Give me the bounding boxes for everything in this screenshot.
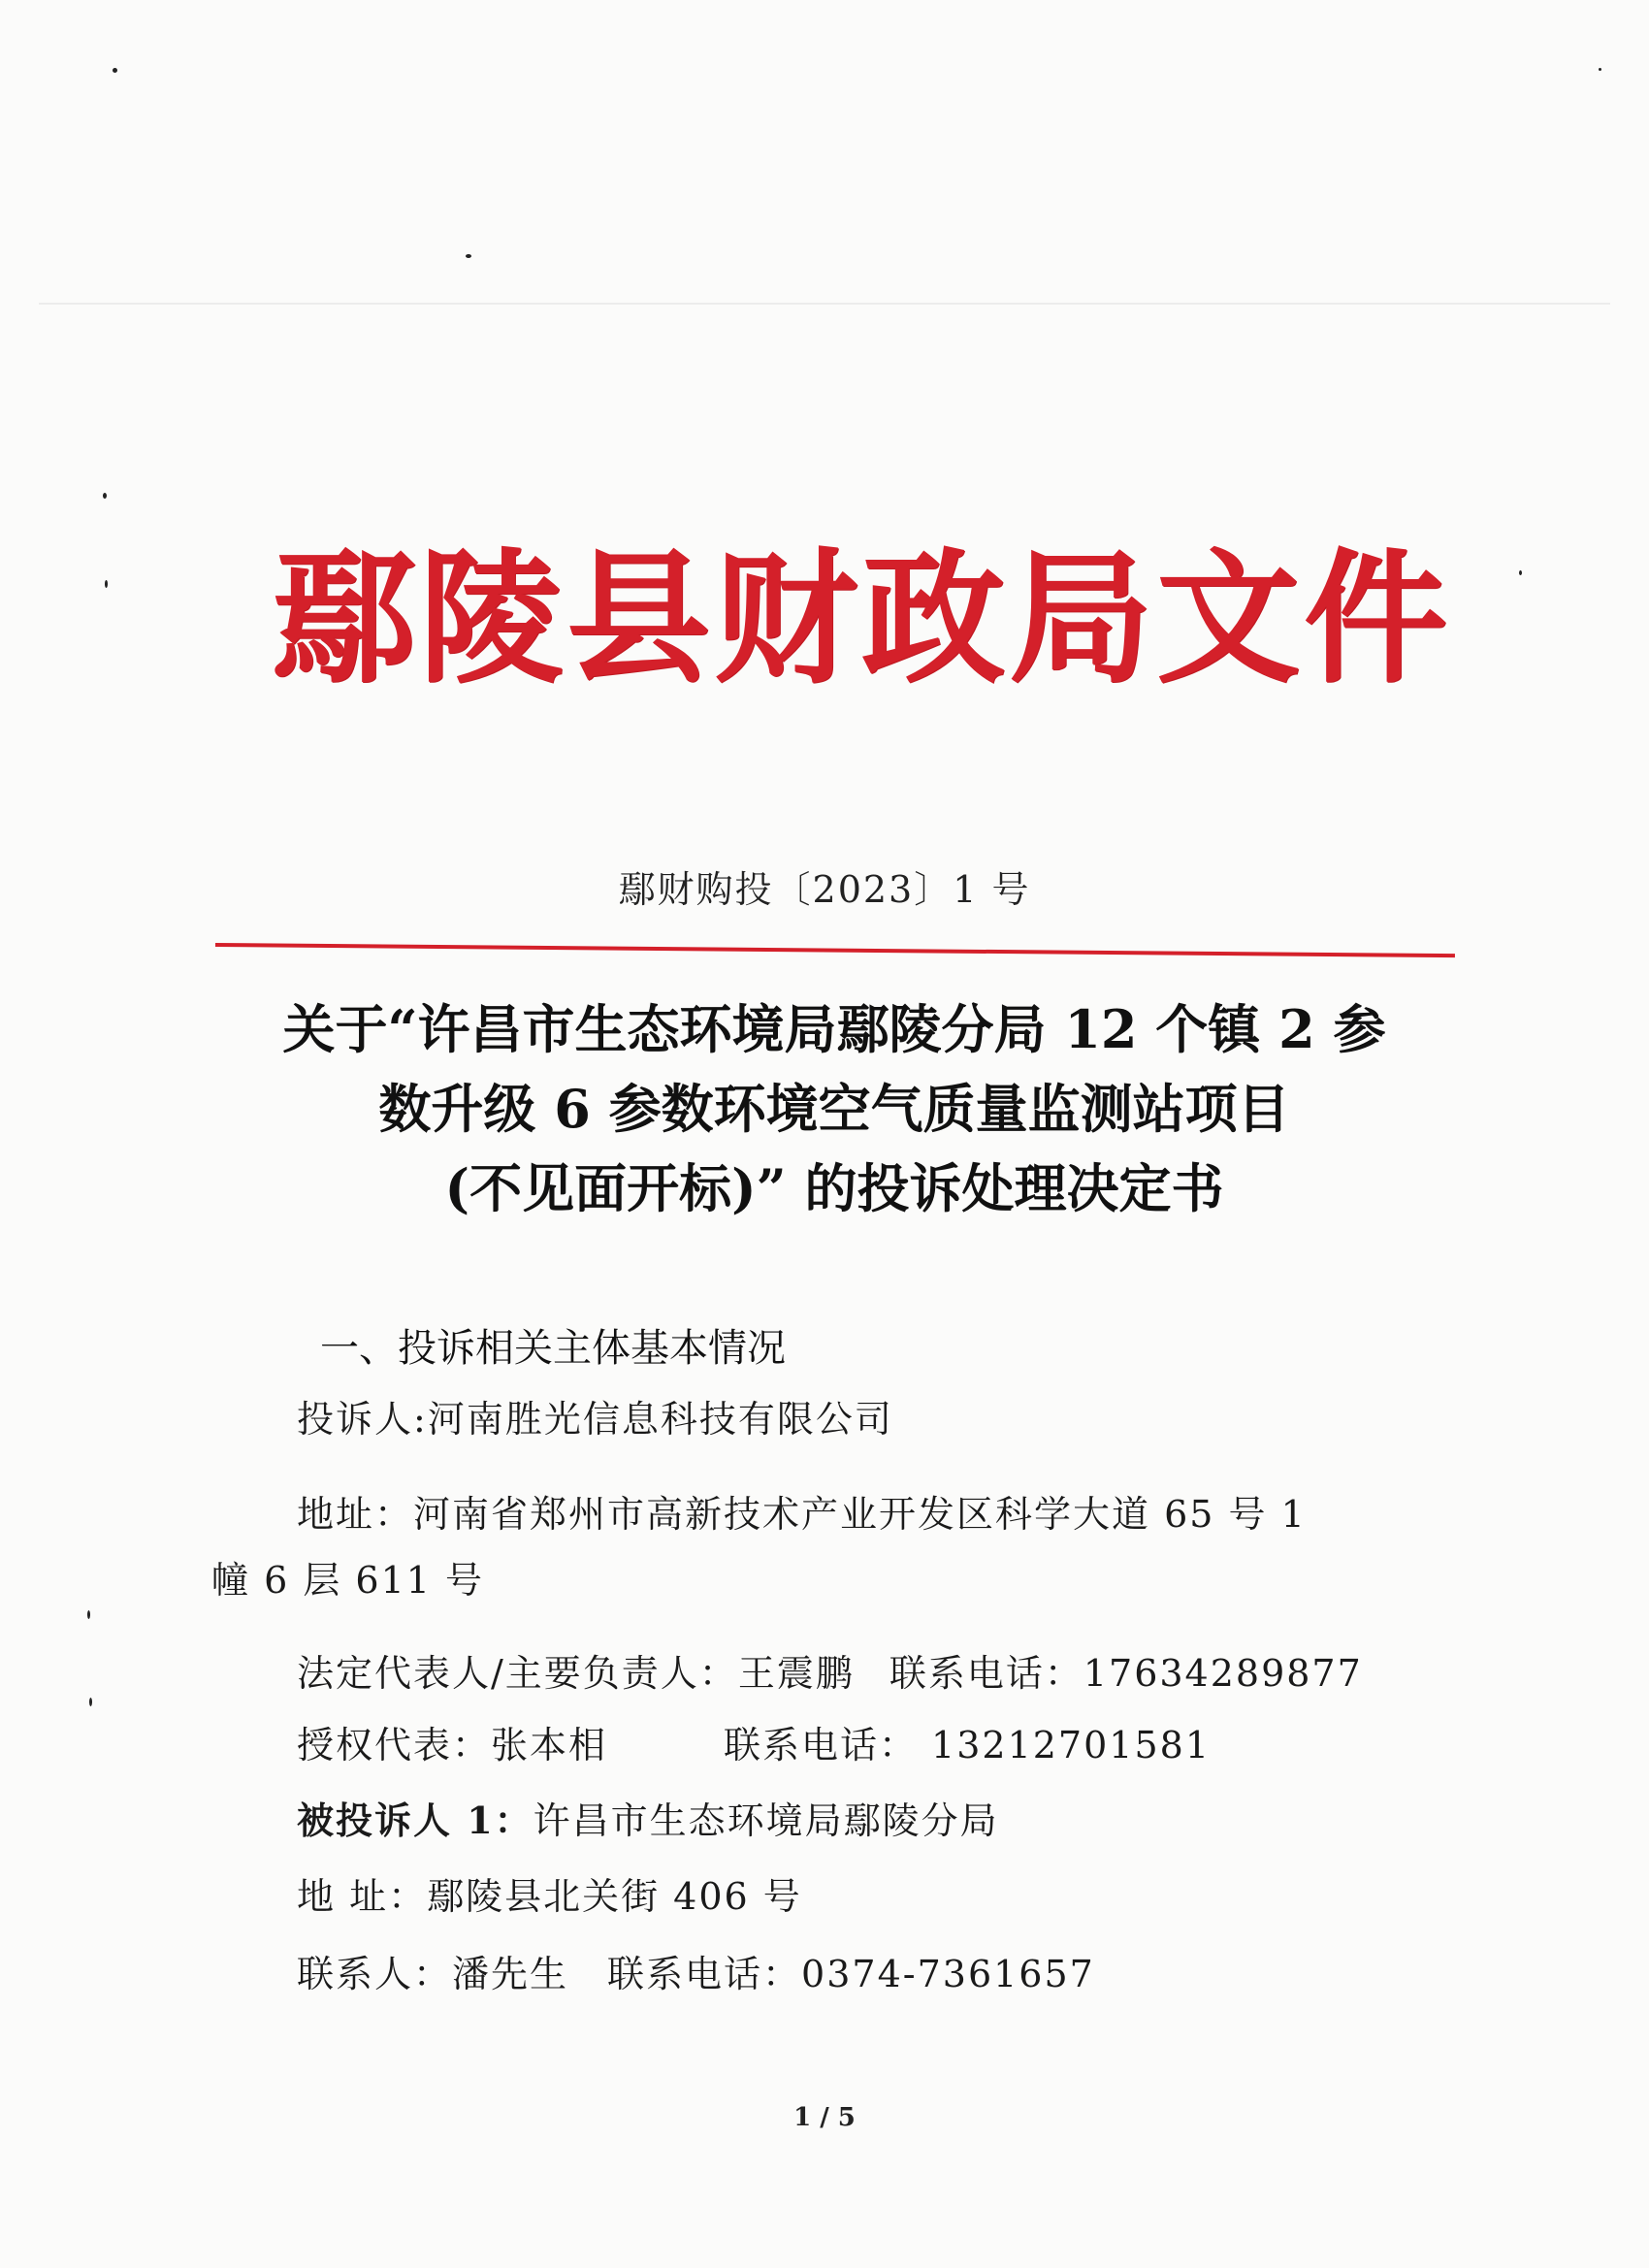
respondent-line (297, 1791, 999, 1844)
scan-speck (103, 493, 107, 499)
respondent-address-label: 地 址： (297, 1875, 428, 1918)
legal-rep-phone-label: 联系电话： (889, 1652, 1083, 1695)
legal-rep-line (297, 1643, 1363, 1697)
agent-line (297, 1715, 1211, 1768)
scan-speck (466, 254, 471, 258)
page-number: 1 / 5 (793, 2103, 856, 2132)
document-title-line: (不见面开标)” 的投诉处理决定书 (444, 1157, 1224, 1219)
section-heading: 一、投诉相关主体基本情况 (320, 1326, 786, 1371)
document-title-line: 数升级 6 参数环境空气质量监测站项目 (378, 1078, 1290, 1140)
scan-speck (1599, 68, 1601, 71)
scan-speck (113, 68, 117, 73)
scan-speck (105, 580, 108, 588)
contact-phone-label: 联系电话： (607, 1953, 802, 1995)
legal-rep-label: 法定代表人/主要负责人： (297, 1652, 738, 1695)
contact-label: 联系人： (297, 1953, 453, 1995)
legal-rep-value: 王震鹏 (737, 1652, 855, 1695)
agent-value: 张本相 (491, 1724, 608, 1766)
document-number: 鄢财购投〔2023〕1 号 (618, 868, 1031, 911)
agent-label: 授权代表： (297, 1724, 492, 1766)
document-title (194, 989, 1474, 1228)
contact-value: 潘先生 (452, 1953, 569, 1995)
complainant-address-line (297, 1484, 1307, 1538)
letterhead-title: 鄢陵县财政局文件 (272, 534, 1451, 702)
complainant-address-continuation (211, 1550, 484, 1604)
complainant-label: 投诉人: (297, 1398, 428, 1441)
respondent-address-line (297, 1866, 802, 1920)
respondent-value: 许昌市生态环境局鄢陵分局 (533, 1799, 999, 1842)
address-value: 河南省郑州市高新技术产业开发区科学大道 65 号 1 (413, 1493, 1307, 1536)
agent-phone: 13212701581 (931, 1724, 1211, 1766)
complainant-value: 河南胜光信息科技有限公司 (427, 1398, 893, 1441)
contact-line (297, 1944, 1095, 1997)
red-separator-rule (215, 943, 1455, 957)
address-label: 地址： (297, 1493, 414, 1536)
complainant-line (297, 1389, 893, 1442)
respondent-address-value: 鄢陵县北关街 406 号 (427, 1875, 802, 1918)
scan-speck (87, 1610, 90, 1619)
address-value-continued: 幢 6 层 611 号 (211, 1559, 485, 1602)
scan-speck (89, 1698, 92, 1706)
scan-artifact-line (39, 303, 1610, 305)
legal-rep-phone: 17634289877 (1083, 1652, 1363, 1695)
respondent-label: 被投诉人 1： (297, 1798, 534, 1842)
contact-phone: 0374-7361657 (801, 1953, 1095, 1995)
scan-speck (1519, 570, 1522, 575)
document-title-line: 关于“许昌市生态环境局鄢陵分局 12 个镇 2 参 (282, 998, 1386, 1060)
agent-phone-label: 联系电话： (724, 1724, 919, 1766)
